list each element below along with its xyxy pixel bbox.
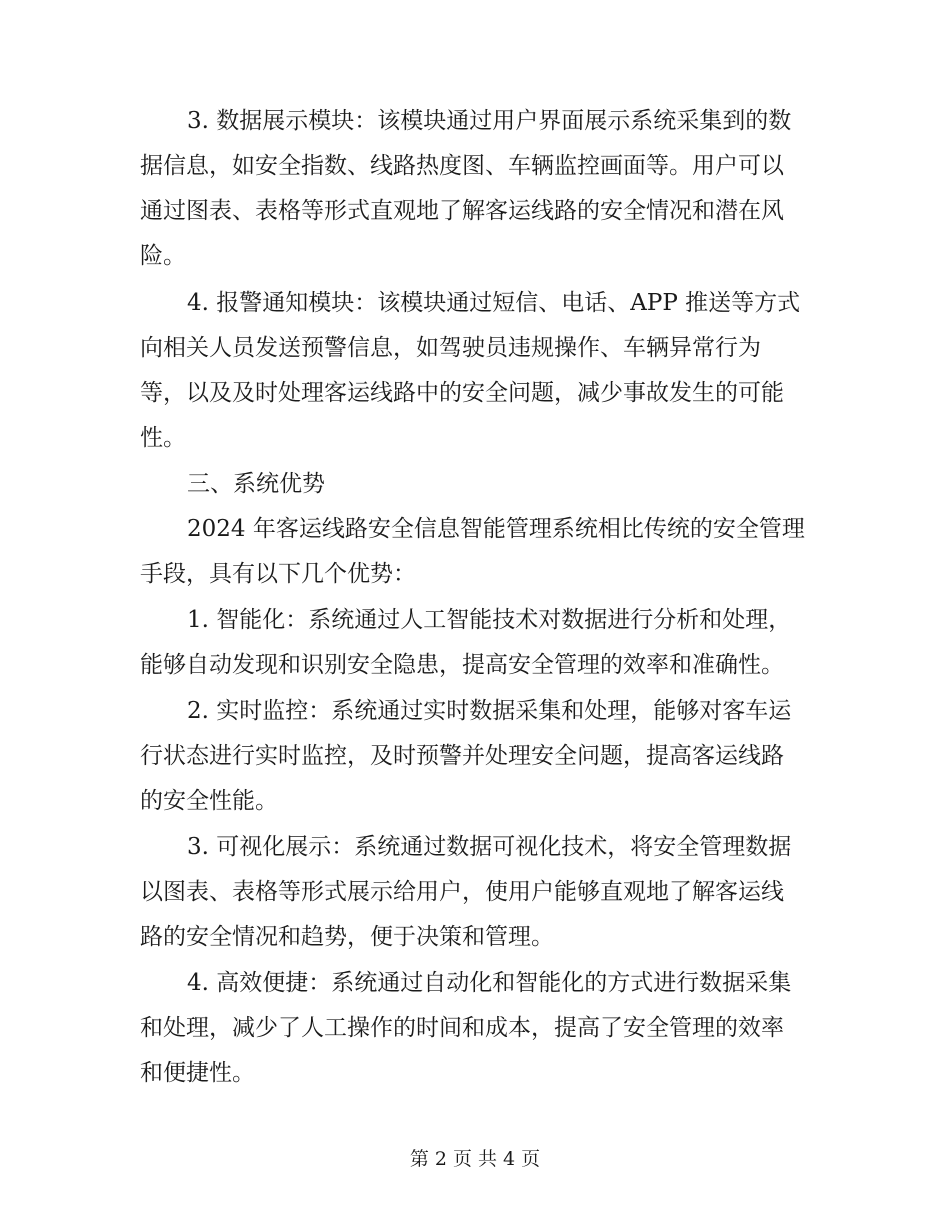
section-heading: 三、系统优势 [187, 471, 325, 497]
text-line: 等，以及及时处理客运线路中的安全问题，减少事故发生的可能 [140, 380, 784, 406]
text-line: 路的安全情况和趋势，便于决策和管理。 [140, 924, 554, 950]
text-line: 4. 报警通知模块：该模块通过短信、电话、APP 推送等方式 [187, 290, 801, 316]
text-line: 2024 年客运线路安全信息智能管理系统相比传统的安全管理 [187, 516, 805, 542]
text-line: 通过图表、表格等形式直观地了解客运线路的安全情况和潜在风 [140, 198, 784, 224]
text-line: 3. 数据展示模块：该模块通过用户界面展示系统采集到的数 [187, 108, 792, 134]
text-line: 1. 智能化：系统通过人工智能技术对数据进行分析和处理， [187, 607, 792, 633]
page-number-footer: 第 2 页 共 4 页 [409, 1148, 541, 1170]
text-line: 和便捷性。 [140, 1060, 255, 1086]
text-line: 以图表、表格等形式展示给用户，使用户能够直观地了解客运线 [140, 879, 784, 905]
text-line: 的安全性能。 [140, 788, 278, 814]
text-line: 3. 可视化展示：系统通过数据可视化技术，将安全管理数据 [187, 834, 792, 860]
text-line: 2. 实时监控：系统通过实时数据采集和处理，能够对客车运 [187, 698, 792, 724]
text-line: 性。 [140, 425, 186, 451]
text-line: 能够自动发现和识别安全隐患，提高安全管理的效率和准确性。 [140, 652, 784, 678]
text-line: 险。 [140, 243, 186, 269]
text-line: 和处理，减少了人工操作的时间和成本，提高了安全管理的效率 [140, 1015, 784, 1041]
text-line: 据信息，如安全指数、线路热度图、车辆监控画面等。用户可以 [140, 153, 784, 179]
text-line: 行状态进行实时监控，及时预警并处理安全问题，提高客运线路 [140, 743, 784, 769]
text-line: 向相关人员发送预警信息，如驾驶员违规操作、车辆异常行为 [140, 335, 761, 361]
text-line: 手段，具有以下几个优势： [140, 561, 416, 587]
text-line: 4. 高效便捷：系统通过自动化和智能化的方式进行数据采集 [187, 970, 792, 996]
